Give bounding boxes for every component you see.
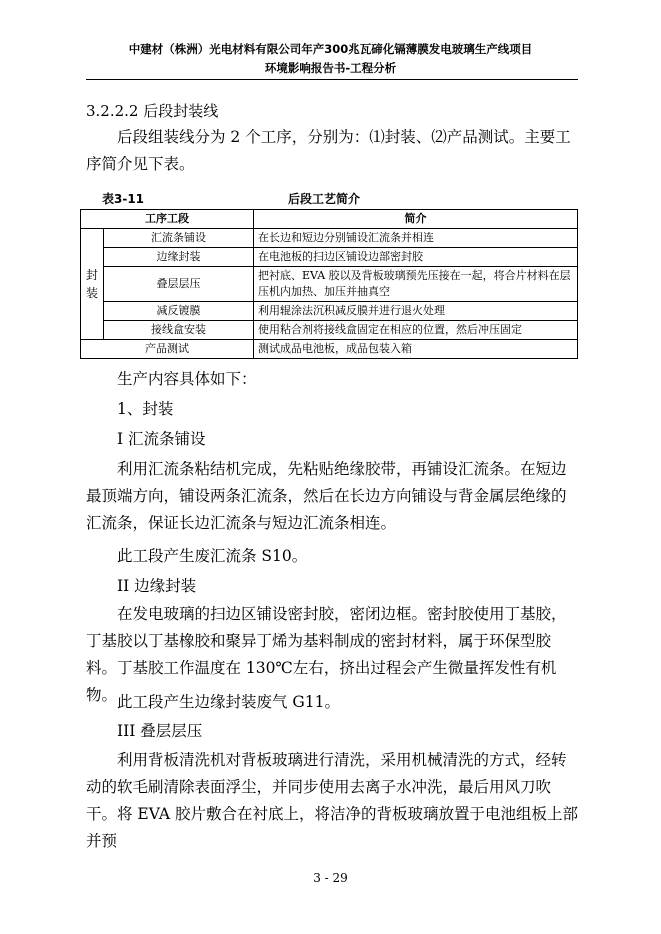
step-cell: 叠层层压 xyxy=(104,267,254,302)
table-header-row xyxy=(81,210,578,229)
group-label-encapsulation: 封装 xyxy=(81,229,104,340)
intro-paragraph: 后段组装线分为 2 个工序，分别为：⑴封装、⑵产品测试。主要工序简介见下表。 xyxy=(86,128,571,173)
process-table xyxy=(80,209,578,359)
subsection-heading-1-2: II 边缘封装 xyxy=(117,577,197,595)
column-header-step: 工序工段 xyxy=(81,210,254,229)
description-cell: 把衬底、EVA 胶以及背板玻璃预先压接在一起，将合片材料在层压机内加热、加压并抽真空 xyxy=(254,267,578,302)
table-row xyxy=(81,340,578,359)
body-paragraph-lamination: 利用背板清洗机对背板玻璃进行清洗，采用机械清洗的方式，经转动的软毛刷清除表面浮尘，并同步使用去离子水冲洗，最后用风刀吹干。将 EVA 胶片敷合在衬底上，将洁净的背板玻璃放置于电池组板上部并预 xyxy=(86,751,579,850)
step-cell: 汇流条铺设 xyxy=(104,229,254,248)
table-row xyxy=(81,248,578,267)
step-cell: 边缘封装 xyxy=(104,248,254,267)
description-cell: 利用辊涂法沉积减反膜并进行退火处理 xyxy=(254,302,578,321)
body-paragraph-1: 生产内容具体如下： xyxy=(117,370,257,388)
page-header xyxy=(0,40,661,78)
subsection-heading-1: 1、封装 xyxy=(117,400,174,418)
header-line-1: 中建材（株洲）光电材料有限公司年产300兆瓦碲化镉薄膜发电玻璃生产线项目 xyxy=(128,42,533,56)
table-row xyxy=(81,267,578,302)
step-cell: 接线盒安装 xyxy=(104,321,254,340)
description-cell: 测试成品电池板，成品包装入箱 xyxy=(254,340,578,359)
description-cell: 在长边和短边分别铺设汇流条并相连 xyxy=(254,229,578,248)
step-cell-product-test: 产品测试 xyxy=(81,340,254,359)
step-cell: 减反镀膜 xyxy=(104,302,254,321)
page-number: 3 - 29 xyxy=(313,871,348,885)
body-paragraph-busbar: 利用汇流条粘结机完成，先粘贴绝缘胶带，再铺设汇流条。在短边最顶端方向，铺设两条汇流条，然后在长边方向铺设与背金属层绝缘的汇流条，保证长边汇流条与短边汇流条相连。 xyxy=(86,460,567,532)
header-rule xyxy=(86,79,578,80)
table-caption-title: 后段工艺简介 xyxy=(288,192,361,206)
table-row xyxy=(81,321,578,340)
body-paragraph-busbar-waste: 此工段产生废汇流条 S10。 xyxy=(117,547,308,565)
section-title: 3.2.2.2 后段封装线 xyxy=(86,102,219,120)
table-row xyxy=(81,229,578,248)
subsection-heading-1-1: I 汇流条铺设 xyxy=(117,430,206,448)
body-paragraph-edge-seal: 在发电玻璃的扫边区铺设密封胶，密闭边框。密封胶使用丁基胶，丁基胶以丁基橡胶和聚异丁烯为基料制成的密封材料，属于环保型胶料。丁基胶工作温度在 130℃左右，挤出过程会产生微量挥发性有机物。 xyxy=(86,605,567,704)
table-caption-number: 表3-11 xyxy=(102,192,145,206)
table-row xyxy=(81,302,578,321)
header-line-2: 环境影响报告书-工程分析 xyxy=(264,61,397,75)
subsection-heading-1-3: III 叠层层压 xyxy=(117,722,203,740)
description-cell: 使用粘合剂将接线盒固定在相应的位置，然后冲压固定 xyxy=(254,321,578,340)
column-header-description: 简介 xyxy=(254,210,578,229)
body-paragraph-edge-seal-emission: 此工段产生边缘封装废气 G11。 xyxy=(117,693,341,711)
description-cell: 在电池板的扫边区铺设边部密封胶 xyxy=(254,248,578,267)
